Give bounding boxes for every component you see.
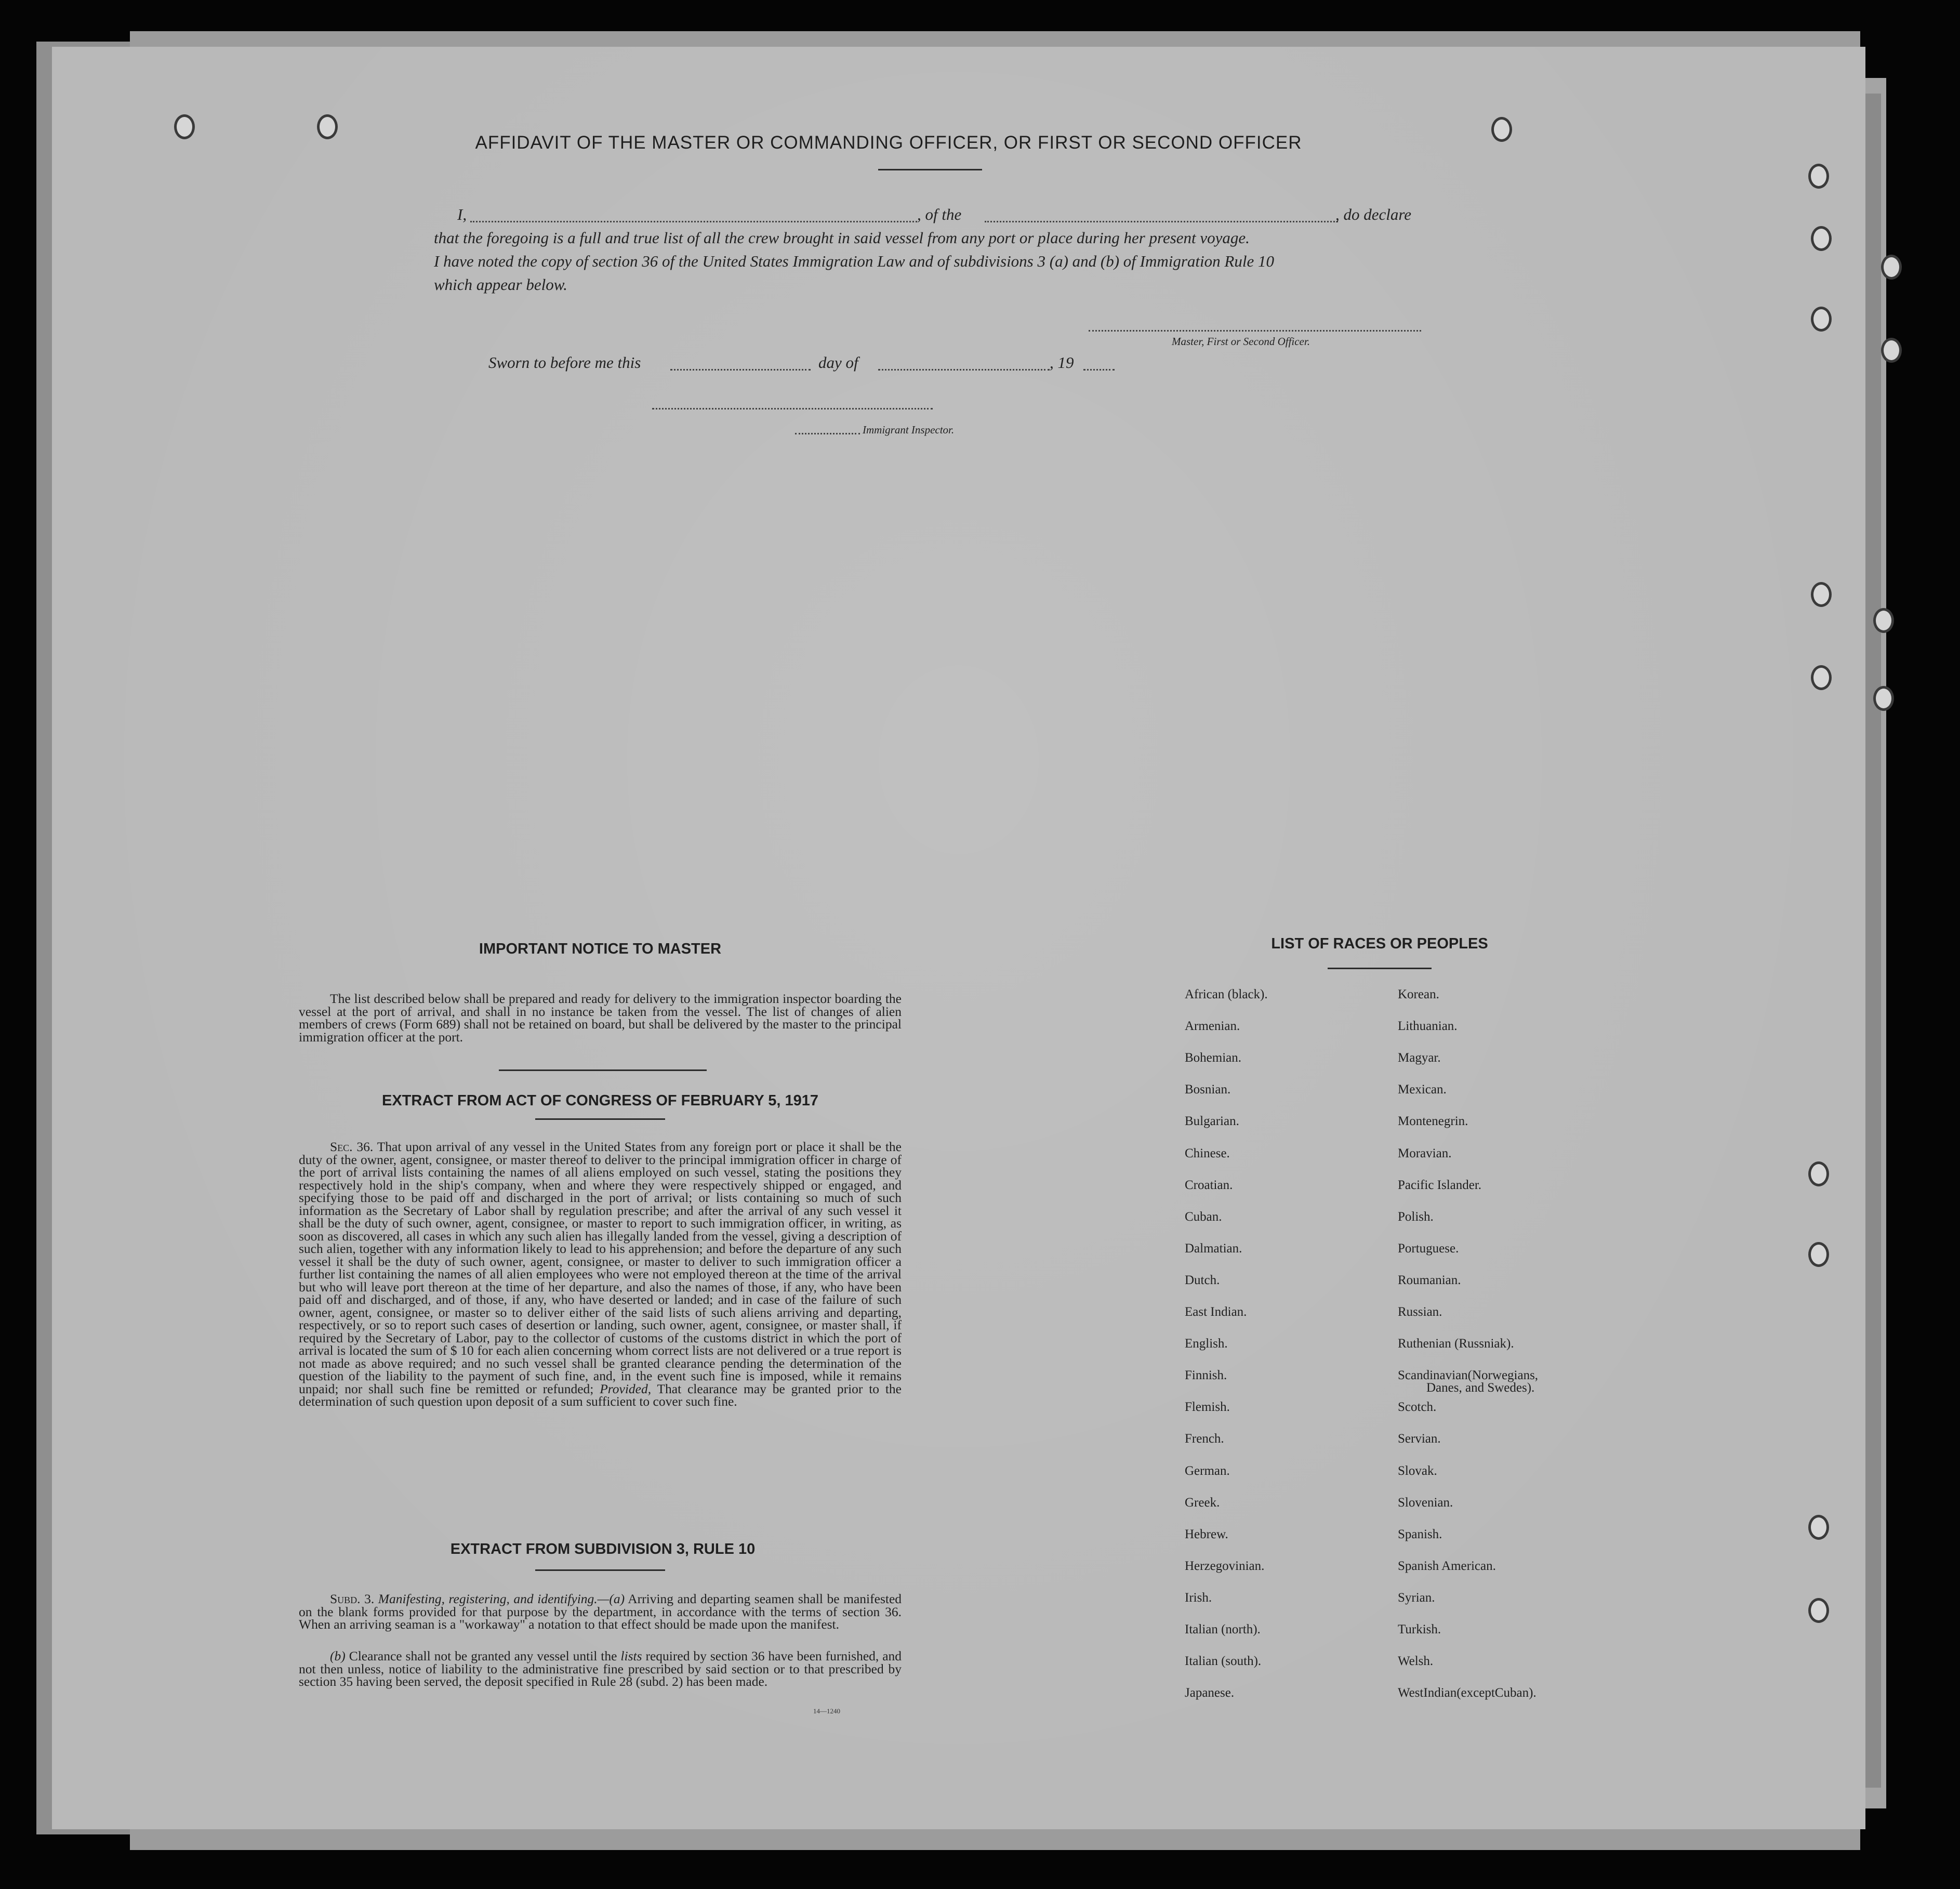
- race-item: Pacific Islander.: [1398, 1178, 1482, 1192]
- race-item: Armenian.: [1185, 1019, 1240, 1034]
- punch-hole-icon: [1811, 582, 1832, 607]
- race-item: Roumanian.: [1398, 1273, 1461, 1287]
- sworn-month-field[interactable]: [878, 369, 1050, 371]
- race-item: Korean.: [1398, 987, 1439, 1001]
- punch-hole-icon: [1811, 226, 1832, 251]
- punch-hole-icon: [1808, 164, 1829, 189]
- punch-hole-icon: [1808, 1161, 1829, 1186]
- divider: [878, 169, 982, 170]
- race-item: Bohemian.: [1185, 1051, 1242, 1065]
- race-item: Flemish.: [1185, 1400, 1230, 1415]
- provided-label: Provided,: [600, 1381, 652, 1396]
- punch-hole-icon: [1811, 307, 1832, 332]
- race-item-continuation: Danes, and Swedes).: [1426, 1381, 1535, 1395]
- race-item: Lithuanian.: [1398, 1019, 1458, 1034]
- race-item: German.: [1185, 1463, 1230, 1478]
- race-item: Slovenian.: [1398, 1495, 1453, 1510]
- punch-hole-icon: [1491, 117, 1512, 142]
- subd-b-label: (b): [330, 1648, 346, 1663]
- lists-word: lists: [620, 1648, 642, 1663]
- race-item: Dalmatian.: [1185, 1241, 1242, 1256]
- race-item: Japanese.: [1185, 1686, 1235, 1700]
- race-item: Spanish.: [1398, 1527, 1442, 1541]
- race-item: Slovak.: [1398, 1463, 1437, 1478]
- of-the-label: , of the: [917, 205, 962, 223]
- declaration-line-2: I have noted the copy of section 36 of the United States Immigration Law and of subdivisions 3 (a) and (b) of Immigration Rule 10: [434, 252, 1274, 270]
- race-item: Polish.: [1398, 1209, 1434, 1224]
- race-item: English.: [1185, 1337, 1228, 1351]
- section-text: That upon arrival of any vessel in the United States from any foreign port or place it shall be the duty of the owner, agent, consignee, or master thereof to deliver to the principal immigration officer in charge of the port of arrival lists containing the names of all aliens employed on such vessel, stating the positions they respectively hold in the ship's company, when and where they were respectively shipped or engaged, and specifying those to be paid off and discharged in the port of arrival; or lists containing so much of such information as the Secretary of Labor shall by regulation prescribe; and after the arrival of any such vessel it shall be the duty of such owner, agent, consignee, or master to report to such immigration officer, in writing, as soon as discovered, all cases in which any such alien has illegally landed from the vessel, giving a description of such alien, together with any information likely to lead to his apprehension; and before the departure of any such vessel it shall be the duty of such owner, agent, consignee, or master to deliver to such immigration officer a further list containing the names of all alien employees who were not employed thereon at the time of the arrival but who will leave port thereon at the time of her departure, and also the names of those, if any, who have been paid off and discharged, and of those, if any, who have deserted or landed; and in case of the failure of such owner, agent, consignee, or master so to deliver either of the said lists of such aliens arriving and departing, respectively, or so to report such cases of desertion or landing, such owner, agent, consignee, or master shall, if required by the Secretary of Labor, pay to the collector of customs of the customs district in which the port of arrival is located the sum of $ 10 for each alien concerning whom correct lists are not delivered or a true report is not made as above required; and no such vessel shall be granted clearance pending the determination of the question of the liability to the payment of such fine, and, in the event such fine is imposed, while it remains unpaid; nor shall such fine be remitted or refunded;: [299, 1139, 902, 1396]
- punch-hole-icon: [1808, 1515, 1829, 1540]
- subd-b-text: Clearance shall not be granted any vessel until the: [349, 1648, 617, 1663]
- race-item: Spanish American.: [1398, 1558, 1496, 1573]
- subd-title: Manifesting, registering, and identifying.—(a): [378, 1591, 625, 1606]
- section-text-end: That clearance may be granted prior to the determination of such question upon deposit of a sum sufficient to cover such fine.: [299, 1381, 902, 1409]
- race-item: Finnish.: [1185, 1368, 1227, 1383]
- declaration-line-3: which appear below.: [434, 275, 567, 294]
- declaration-line-1: that the foregoing is a full and true list of all the crew brought in said vessel from any port or place during her present voyage.: [434, 229, 1250, 247]
- race-item: Servian.: [1398, 1432, 1441, 1446]
- race-item: Cuban.: [1185, 1209, 1222, 1224]
- race-item: Croatian.: [1185, 1178, 1233, 1192]
- race-item: Hebrew.: [1185, 1527, 1228, 1541]
- race-item: African (black).: [1185, 987, 1268, 1001]
- form-number: 14—1240: [813, 1707, 840, 1715]
- act-section-36: [299, 1141, 902, 1408]
- declarant-name-field[interactable]: [470, 221, 917, 222]
- subd-b-text-end: required by section 36 have been furnished, and not then unless, notice of liability to the administrative fine prescribed by said section or to that prescribed by section 35 having been served, the deposit specified in Rule 28 (subd. 2) has been made.: [299, 1648, 902, 1689]
- race-item: Scandinavian(Norwegians,: [1398, 1368, 1539, 1383]
- divider: [535, 1569, 665, 1571]
- do-declare-label: , do declare: [1335, 205, 1412, 223]
- master-signature-label: Master, First or Second Officer.: [1172, 335, 1310, 348]
- race-item: Magyar.: [1398, 1051, 1441, 1065]
- race-item: Bulgarian.: [1185, 1114, 1239, 1129]
- race-item: Irish.: [1185, 1590, 1212, 1605]
- race-item: French.: [1185, 1432, 1224, 1446]
- inspector-signature-lead: [795, 433, 860, 434]
- rule-heading: EXTRACT FROM SUBDIVISION 3, RULE 10: [450, 1541, 756, 1557]
- vessel-name-field[interactable]: [985, 221, 1338, 222]
- divider: [499, 1069, 707, 1071]
- sworn-day-field[interactable]: [670, 369, 811, 371]
- document-page: [52, 47, 1865, 1829]
- day-of-label: day of: [818, 353, 858, 372]
- punch-hole-icon: [317, 114, 338, 139]
- punch-hole-icon: [1873, 608, 1894, 633]
- race-item: Italian (north).: [1185, 1622, 1261, 1636]
- affidavit-title: AFFIDAVIT OF THE MASTER OR COMMANDING OFFICER, OR FIRST OR SECOND OFFICER: [475, 133, 1302, 153]
- subd-a-text: Arriving and departing seamen shall be manifested on the blank forms provided for that purpose by the department, in accordance with the terms of section 36. When an arriving seaman is a "workaway" a notation to that effect should be made upon the manifest.: [299, 1591, 902, 1632]
- inspector-signature-field[interactable]: [652, 408, 933, 409]
- race-item: Turkish.: [1398, 1622, 1441, 1636]
- subd-label: Subd. 3.: [330, 1591, 375, 1606]
- race-item: Chinese.: [1185, 1146, 1230, 1160]
- race-item: Bosnian.: [1185, 1082, 1231, 1097]
- race-item: Scotch.: [1398, 1400, 1437, 1415]
- sworn-label: Sworn to before me this: [488, 353, 641, 372]
- punch-hole-icon: [1881, 338, 1902, 363]
- race-item: Ruthenian (Russniak).: [1398, 1337, 1514, 1351]
- rule-subd-b: [299, 1650, 902, 1688]
- notice-heading: IMPORTANT NOTICE TO MASTER: [479, 941, 722, 957]
- races-heading: LIST OF RACES OR PEOPLES: [1271, 935, 1488, 952]
- race-item: WestIndian(exceptCuban).: [1398, 1686, 1537, 1700]
- declarant-label: I,: [457, 205, 467, 223]
- race-item: Montenegrin.: [1398, 1114, 1468, 1129]
- divider: [535, 1118, 665, 1120]
- race-item: Moravian.: [1398, 1146, 1452, 1160]
- race-item: Portuguese.: [1398, 1241, 1459, 1256]
- sworn-year-field[interactable]: [1083, 369, 1115, 371]
- punch-hole-icon: [174, 114, 195, 139]
- inspector-label: Immigrant Inspector.: [863, 424, 955, 436]
- race-item: East Indian.: [1185, 1305, 1247, 1319]
- section-label: Sec. 36.: [330, 1139, 374, 1154]
- race-item: Russian.: [1398, 1305, 1442, 1319]
- punch-hole-icon: [1811, 665, 1832, 690]
- race-item: Italian (south).: [1185, 1654, 1262, 1669]
- year-label: , 19: [1050, 353, 1074, 372]
- race-item: Welsh.: [1398, 1654, 1434, 1669]
- punch-hole-icon: [1808, 1598, 1829, 1623]
- punch-hole-icon: [1873, 686, 1894, 711]
- act-heading: EXTRACT FROM ACT OF CONGRESS OF FEBRUARY 5, 1917: [381, 1092, 819, 1109]
- race-item: Dutch.: [1185, 1273, 1220, 1287]
- race-item: Syrian.: [1398, 1590, 1435, 1605]
- notice-body: The list described below shall be prepared and ready for delivery to the immigration inspector boarding the vessel at the port of arrival, and shall in no instance be taken from the vessel. The list of changes of alien members of crews (Form 689) shall not be retained on board, but shall be delivered by the master to the principal immigration officer at the port.: [299, 991, 902, 1045]
- divider: [1328, 968, 1432, 969]
- race-item: Herzegovinian.: [1185, 1558, 1265, 1573]
- race-item: Mexican.: [1398, 1082, 1447, 1097]
- punch-hole-icon: [1808, 1242, 1829, 1267]
- rule-subd-a: [299, 1593, 902, 1631]
- race-item: Greek.: [1185, 1495, 1220, 1510]
- punch-hole-icon: [1881, 255, 1902, 280]
- master-signature-field[interactable]: [1089, 330, 1421, 332]
